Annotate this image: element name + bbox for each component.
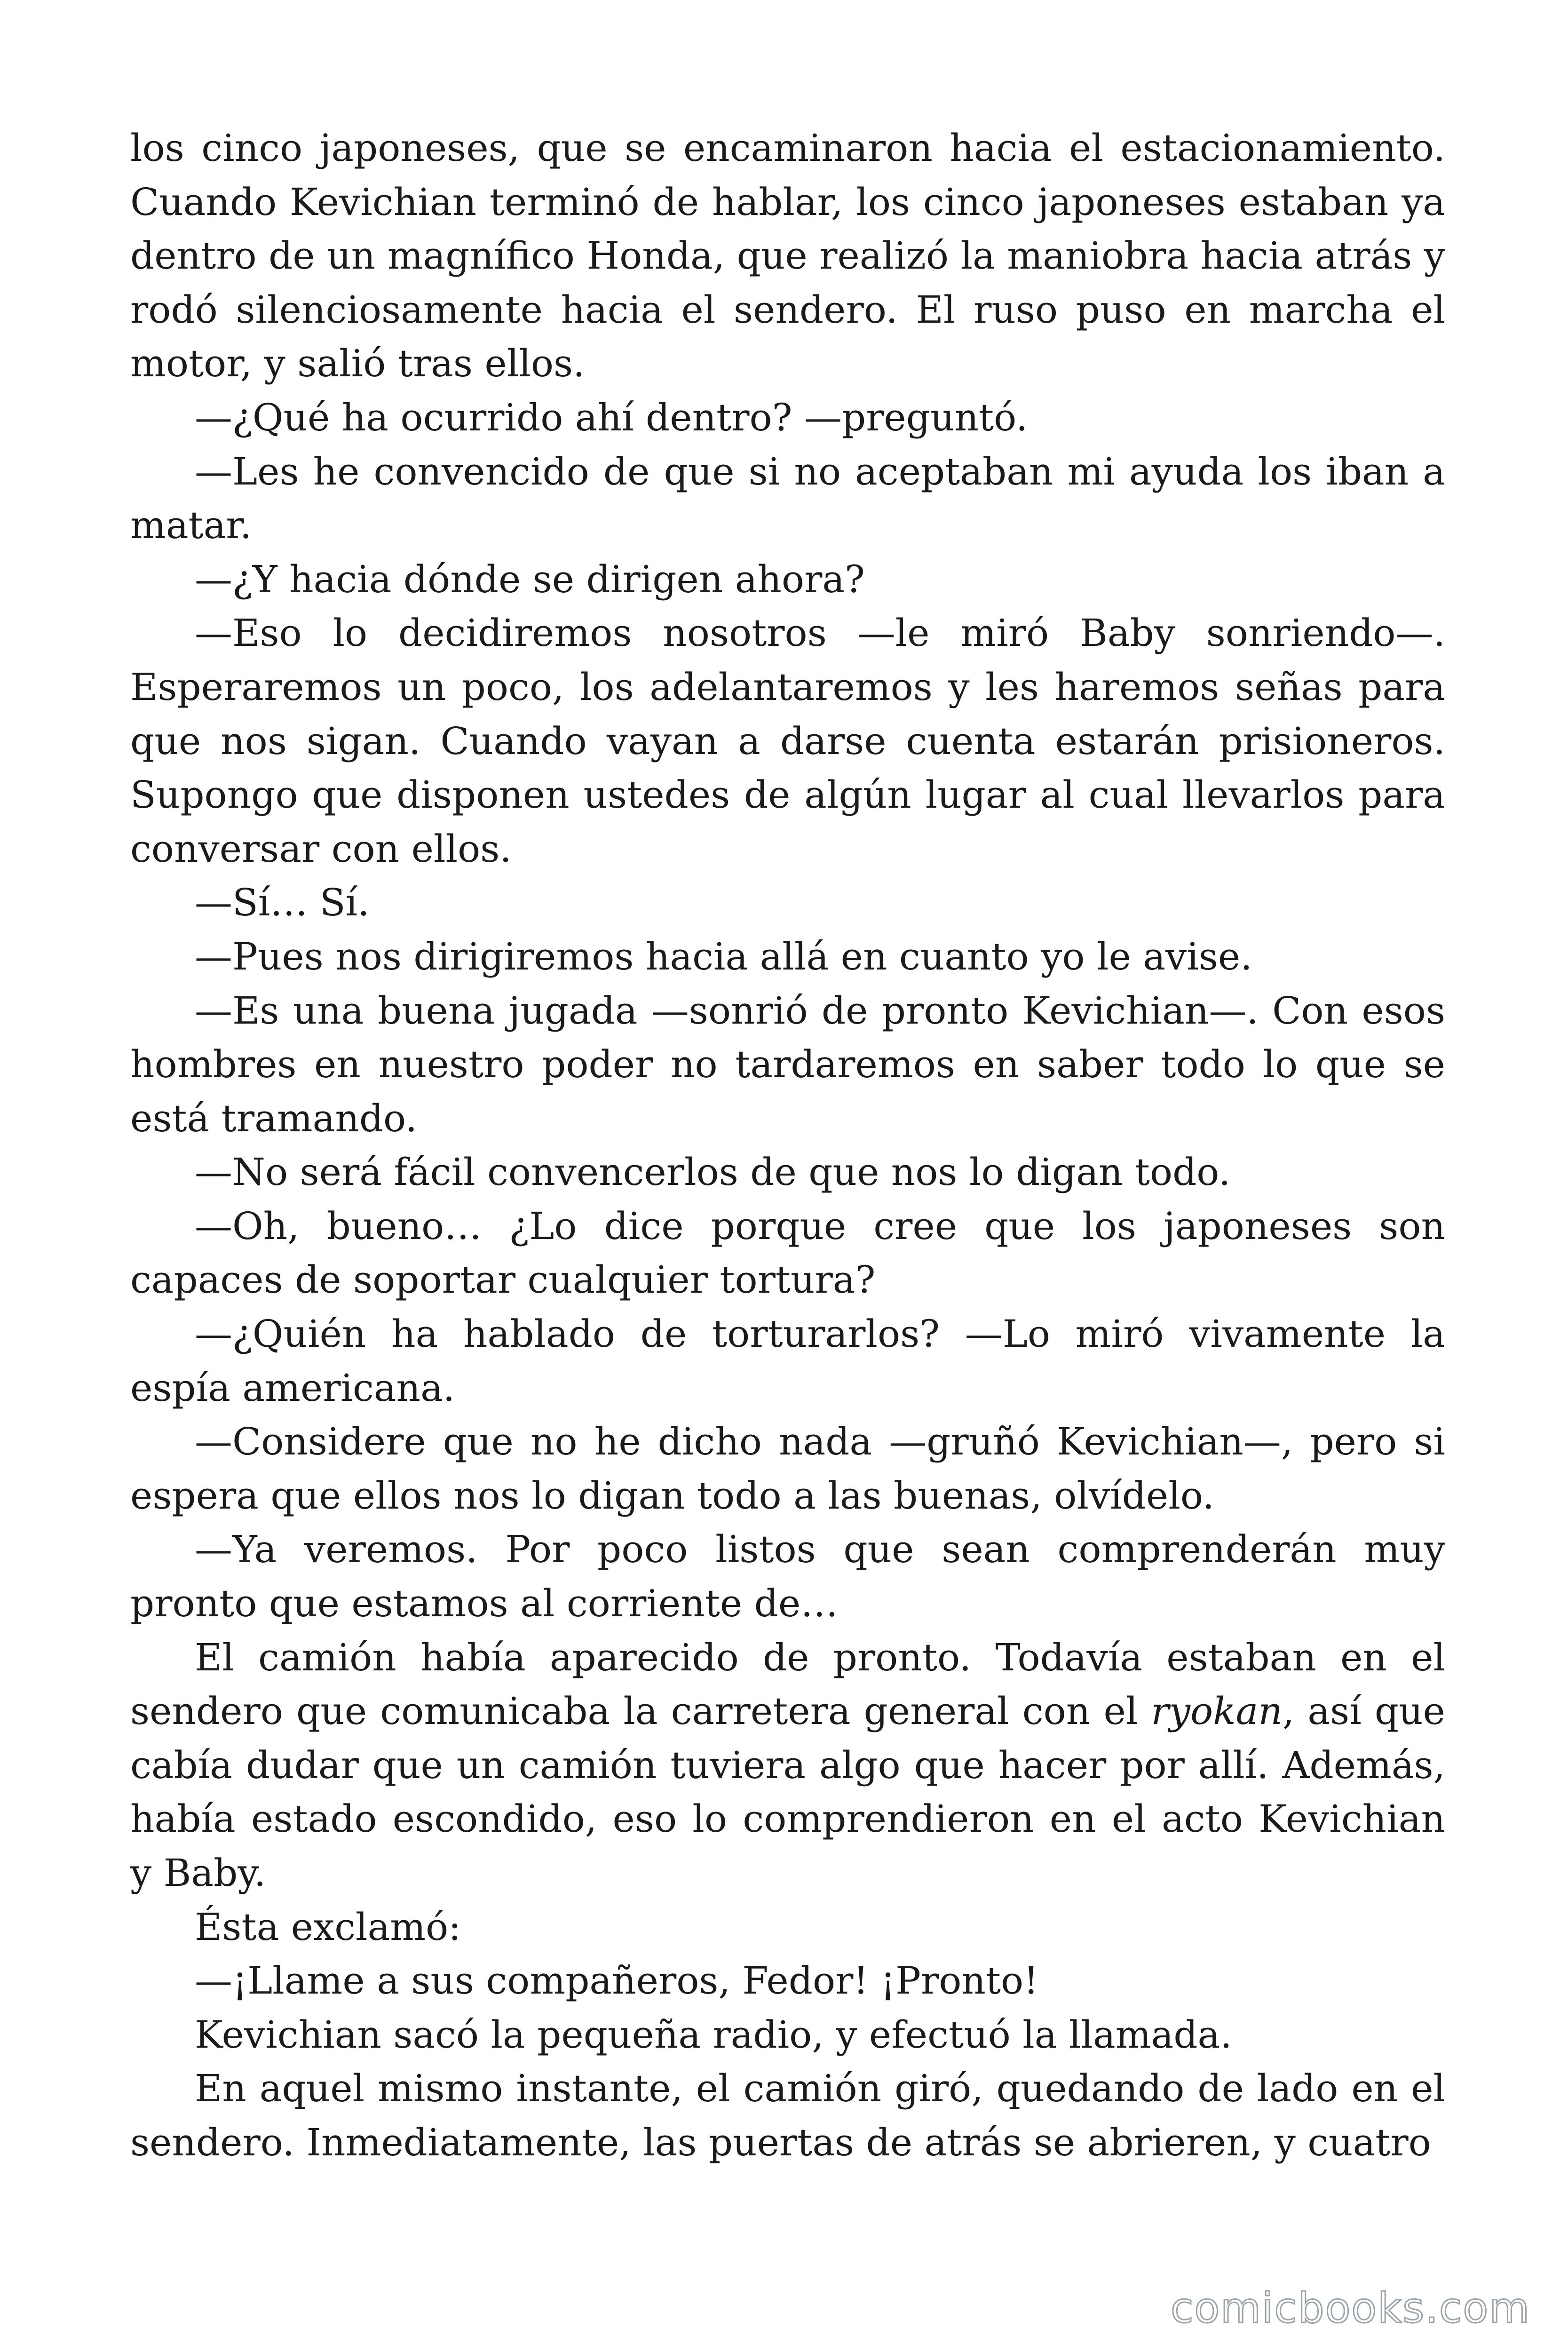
dialogue-paragraph: —¿Quién ha hablado de torturarlos? —Lo miró vivamente la espía americana.: [130, 1312, 1445, 1410]
dialogue-paragraph: —Oh, bueno… ¿Lo dice porque cree que los japoneses son capaces de soportar cualquier tortura?: [130, 1204, 1445, 1302]
dialogue-paragraph: —Pues nos dirigiremos hacia allá en cuanto yo le avise.: [195, 934, 1252, 978]
paragraph: Ésta exclamó:: [195, 1905, 461, 1949]
dialogue-paragraph: —Les he convencido de que si no aceptaban mi ayuda los iban a matar.: [130, 449, 1445, 548]
dialogue-paragraph: —Considere que no he dicho nada —gruñó Kevichian—, pero si espera que ellos nos lo digan todo a las buenas, olvídelo.: [130, 1420, 1445, 1518]
paragraph: Kevichian sacó la pequeña radio, y efectuó la llamada.: [195, 2012, 1232, 2057]
dialogue-paragraph: —No será fácil convencerlos de que nos lo digan todo.: [195, 1150, 1231, 1194]
paragraph: En aquel mismo instante, el camión giró, quedando de lado en el sendero. Inmediatamente, las puertas de atrás se abrieren, y cuatro: [130, 2066, 1445, 2164]
dialogue-paragraph: —Eso lo decidiremos nosotros —le miró Baby sonriendo—. Esperaremos un poco, los adelantaremos y les haremos señas para que nos sigan. Cuando vayan a darse cuenta estarán prisioneros. Supongo que disponen ustedes de algún lugar al cual llevarlos para conversar con ellos.: [130, 611, 1445, 871]
watermark: comicbooks.com: [1170, 2284, 1530, 2332]
dialogue-paragraph: —Es una buena jugada —sonrió de pronto Kevichian—. Con esos hombres en nuestro poder no tardaremos en saber todo lo que se está tramando.: [130, 988, 1445, 1140]
paragraph-text: , así que cabía dudar que un camión tuviera algo que hacer por allí. Además, había estado escondido, eso lo comprendieron en el acto Kevichian y Baby.: [130, 1689, 1446, 1895]
italic-word: ryokan: [1151, 1689, 1283, 1733]
dialogue-paragraph: —Sí… Sí.: [195, 881, 370, 925]
dialogue-paragraph: —¡Llame a sus compañeros, Fedor! ¡Pronto!: [195, 1959, 1039, 2003]
body-text: [130, 121, 1445, 2170]
paragraph-text: El camión había aparecido de pronto. Todavía estaban en el sendero que comunicaba la carretera general con el: [130, 1635, 1445, 1733]
dialogue-paragraph: —Ya veremos. Por poco listos que sean comprenderán muy pronto que estamos al corriente de…: [130, 1527, 1445, 1626]
paragraph: los cinco japoneses, que se encaminaron hacia el estacionamiento. Cuando Kevichian terminó de hablar, los cinco japoneses estaban ya dentro de un magnífico Honda, que realizó la maniobra hacia atrás y rodó silenciosamente hacia el sendero. El ruso puso en marcha el motor, y salió tras ellos.: [130, 126, 1445, 386]
dialogue-paragraph: —¿Qué ha ocurrido ahí dentro? —preguntó.: [195, 395, 1028, 439]
dialogue-paragraph: —¿Y hacia dónde se dirigen ahora?: [195, 557, 865, 601]
paragraph: [130, 1631, 1445, 1900]
